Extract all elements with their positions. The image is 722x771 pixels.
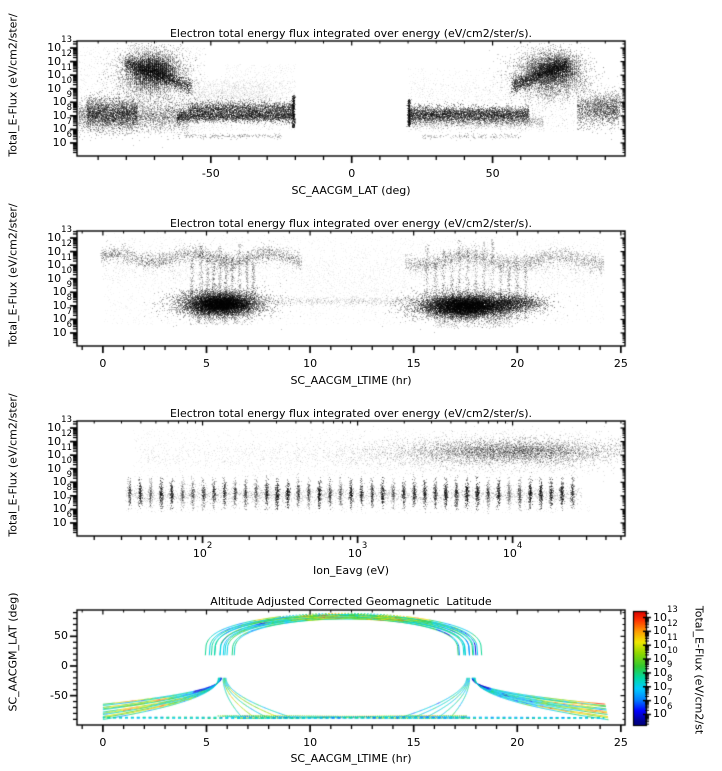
x-tick-label: 10 (303, 357, 318, 370)
x-tick-label: 20 (510, 357, 525, 370)
panel4-y-axis-label: SC_AACGM_LAT (deg) (6, 592, 20, 712)
x-tick-label: 0 (99, 357, 107, 370)
colorbar-tick-label: $10^{13}$ (653, 604, 678, 624)
y-tick-label: $10^6$ (52, 510, 72, 529)
colorbar-tick-label: $10^8$ (653, 674, 673, 693)
x-tick-label: $10^3$ (347, 541, 368, 560)
colorbar-title: Total_E-Flux (eV/cm2/st (692, 605, 706, 735)
y-tick-label: -50 (50, 688, 68, 702)
x-tick-label: 5 (202, 357, 210, 370)
y-tick-label: $10^{10}$ (47, 266, 72, 285)
y-tick-label: $10^8$ (52, 483, 72, 502)
x-tick-label: $10^2$ (192, 541, 213, 560)
colorbar-tick-label: $10^9$ (653, 660, 673, 679)
y-tick-label: $10^6$ (52, 130, 72, 149)
y-tick-label: $10^9$ (52, 279, 72, 299)
x-tick-label: 25 (613, 736, 628, 749)
panel1-y-axis-label: Total_E-Flux (eV/cm2/ster/ (6, 13, 20, 157)
panel3-y-axis-label: Total_E-Flux (eV/cm2/ster/ (6, 393, 20, 537)
y-tick-label: $10^{11}$ (47, 252, 72, 272)
y-tick-label: 50 (54, 629, 68, 643)
x-tick-label: 20 (510, 736, 525, 749)
x-tick-label: 15 (406, 736, 421, 749)
y-tick-label: $10^7$ (52, 116, 72, 136)
colorbar-tick-label: $10^7$ (653, 687, 673, 707)
x-tick-label: -50 (201, 167, 220, 180)
y-tick-label: $10^{12}$ (47, 238, 72, 258)
panel2-x-axis-label: SC_AACGM_LTIME (hr) (290, 374, 412, 387)
y-tick-label: $10^{13}$ (47, 35, 72, 55)
y-tick-label: $10^{11}$ (47, 62, 72, 82)
y-tick-label: $10^{13}$ (47, 415, 72, 435)
y-tick-label: $10^{10}$ (47, 456, 72, 475)
colorbar-tick-label: $10^{10}$ (653, 646, 678, 666)
y-tick-label: $10^7$ (52, 496, 72, 516)
panel2-title: Electron total energy flux integrated over energy (eV/cm2/ster/s). (169, 217, 533, 230)
panel3-x-axis-label: Ion_Eavg (eV) (312, 564, 389, 577)
y-tick-label: $10^9$ (52, 469, 72, 489)
y-tick-label: $10^8$ (52, 293, 72, 312)
panel3-title: Electron total energy flux integrated over energy (eV/cm2/ster/s). (169, 407, 533, 420)
y-tick-label: $10^8$ (52, 103, 72, 122)
colorbar-tick-label: $10^6$ (653, 701, 673, 721)
y-tick-label: $10^{11}$ (47, 442, 72, 462)
x-tick-label: 15 (406, 357, 421, 370)
colorbar-tick-label: $10^{11}$ (653, 632, 678, 652)
x-tick-label: 0 (99, 736, 107, 749)
y-tick-label: $10^{13}$ (47, 225, 72, 245)
y-tick-label: $10^{10}$ (47, 76, 72, 95)
x-tick-label: 50 (485, 167, 500, 180)
x-tick-label: 10 (303, 736, 318, 749)
panel2-y-axis-label: Total_E-Flux (eV/cm2/ster/ (6, 203, 20, 347)
y-tick-label: 0 (61, 658, 68, 672)
x-tick-label: 0 (348, 167, 356, 180)
y-tick-label: $10^{12}$ (47, 428, 72, 448)
x-tick-label: 25 (613, 357, 628, 370)
x-tick-label: 5 (202, 736, 210, 749)
colorbar-tick-label: $10^{12}$ (653, 618, 678, 638)
x-tick-label: $10^4$ (502, 541, 523, 560)
y-tick-label: $10^{12}$ (47, 48, 72, 68)
panel1-title: Electron total energy flux integrated over energy (eV/cm2/ster/s). (169, 27, 533, 40)
panel4-title: Altitude Adjusted Corrected Geomagnetic Latitude (210, 595, 492, 608)
y-tick-label: $10^6$ (52, 320, 72, 339)
y-tick-label: $10^7$ (52, 306, 72, 326)
panel4-x-axis-label: SC_AACGM_LTIME (hr) (290, 752, 412, 765)
y-tick-label: $10^9$ (52, 89, 72, 109)
panel1-x-axis-label: SC_AACGM_LAT (deg) (291, 184, 411, 197)
